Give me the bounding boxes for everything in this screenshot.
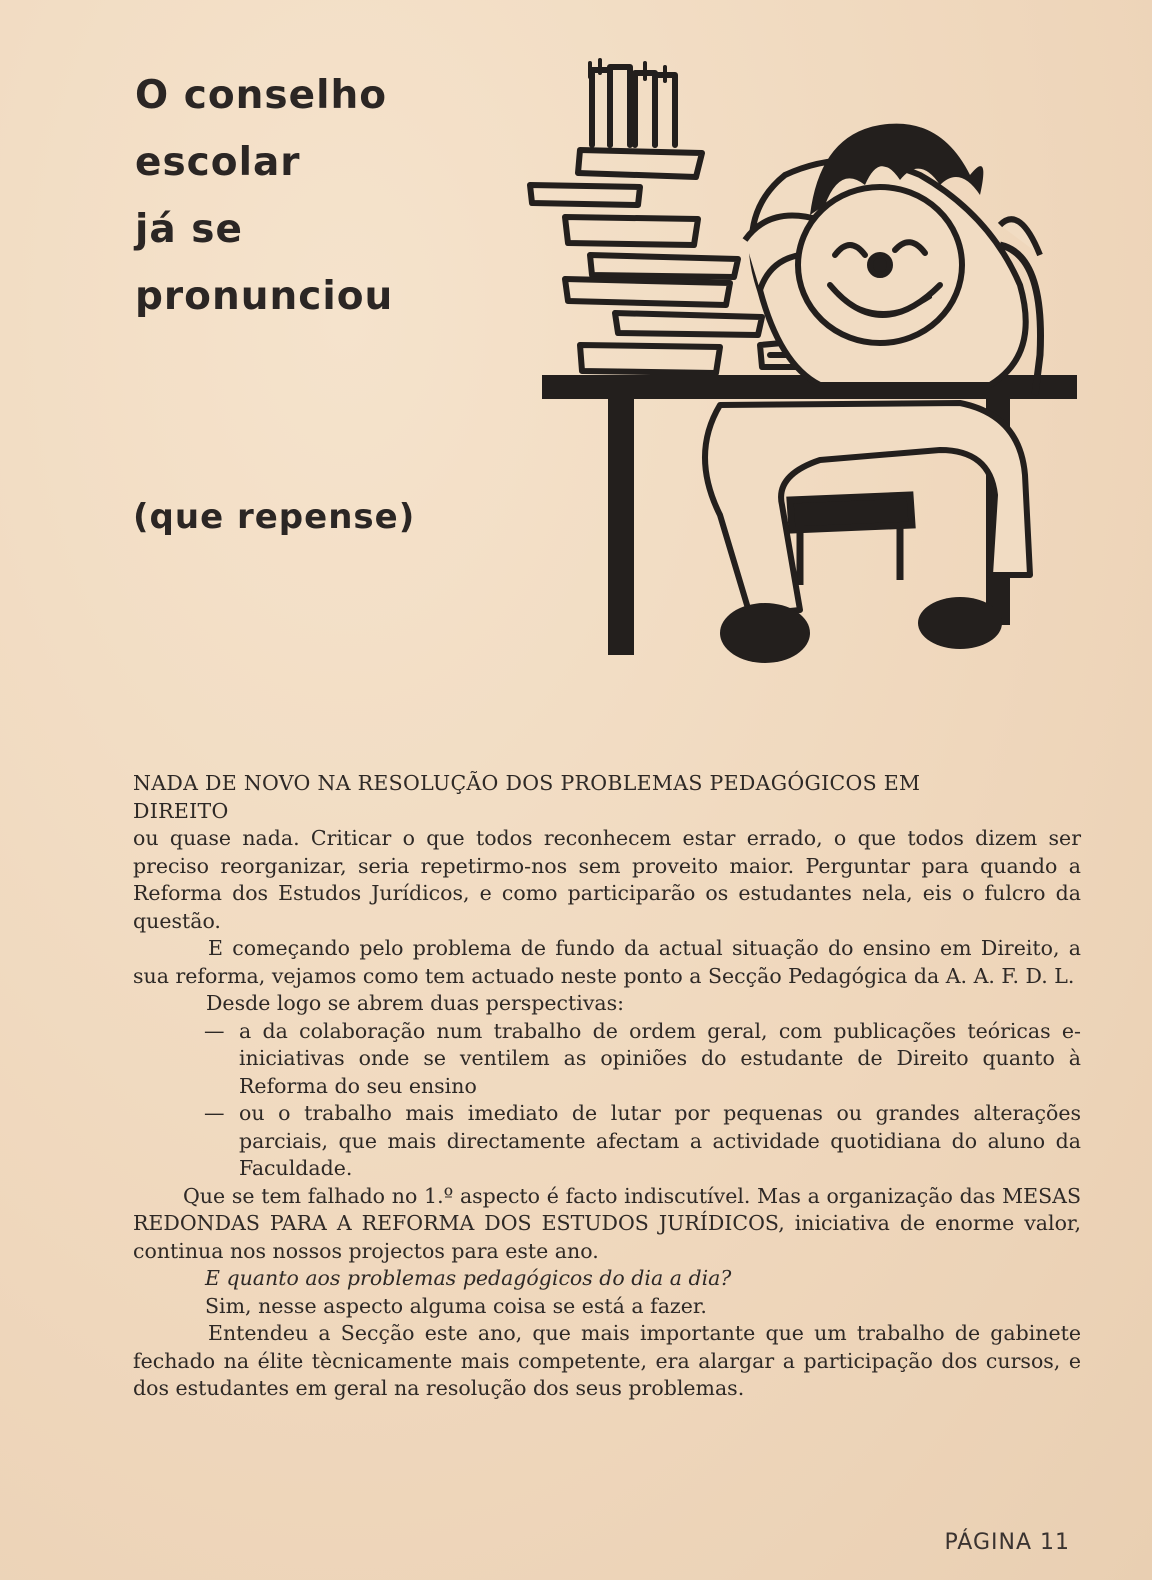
dash-mark: — bbox=[204, 1101, 225, 1125]
paragraph-1: ou quase nada. Criticar o que todos reconhecem estar errado, o que todos dizem ser preciso reorganizar, seria repetirmo-nos sem proveito maior. Perguntar para quando a Reforma dos Estudos Jurídicos, e como participarão os estudantes nela, eis o fulcro da questão. bbox=[133, 826, 1081, 933]
paragraph-4: Que se tem falhado no 1.º aspecto é facto indiscutível. Mas a organização das MESAS REDONDAS PARA A REFORMA DOS ESTUDOS JURÍDICOS, iniciativa de enorme valor, continua nos nossos projectos para este ano. bbox=[133, 1183, 1081, 1263]
headline-line-3: já se bbox=[135, 207, 243, 252]
dash-item-1 bbox=[133, 1018, 1081, 1101]
paragraph-5-question: E quanto aos problemas pedagógicos do dia a dia? bbox=[205, 1266, 732, 1290]
paragraph-3: Desde logo se abrem duas perspectivas: bbox=[206, 991, 625, 1015]
subheadline: (que repense) bbox=[133, 497, 416, 537]
headline-line-4: pronunciou bbox=[135, 274, 394, 319]
article-heading-line-2: DIREITO bbox=[133, 798, 229, 823]
student-buried-in-books-cartoon bbox=[520, 55, 1090, 685]
dash-item-2 bbox=[133, 1100, 1081, 1183]
dash-item-2-text: ou o trabalho mais imediato de lutar por pequenas ou grandes alterações parciais, que mais directamente afectam a actividade quotidiana do aluno da Faculdade. bbox=[239, 1101, 1081, 1180]
headline-line-1: O conselho bbox=[135, 73, 387, 118]
headline-line-2: escolar bbox=[135, 140, 301, 185]
headline bbox=[135, 62, 393, 330]
page-number: PÁGINA 11 bbox=[944, 1530, 1070, 1555]
article-heading-line-1: NADA DE NOVO NA RESOLUÇÃO DOS PROBLEMAS PEDAGÓGICOS EM bbox=[133, 771, 921, 795]
article-body bbox=[133, 770, 1081, 1403]
dash-mark: — bbox=[204, 1018, 225, 1043]
paragraph-6: Sim, nesse aspecto alguma coisa se está a fazer. bbox=[205, 1293, 707, 1318]
dash-item-1-text: a da colaboração num trabalho de ordem geral, com publicações teóricas e-iniciativas onde se ventilem as opiniões do estudante de Direito quanto à Reforma do seu ensino bbox=[239, 1018, 1081, 1098]
paragraph-7: Entendeu a Secção este ano, que mais importante que um trabalho de gabinete fechado na élite tècnicamente mais competente, era alargar a participação dos cursos, e dos estudantes em geral na resolução dos seus problemas. bbox=[133, 1321, 1081, 1400]
paragraph-2: E começando pelo problema de fundo da actual situação do ensino em Direito, a sua reforma, vejamos como tem actuado neste ponto a Secção Pedagógica da A. A. F. D. L. bbox=[133, 936, 1081, 988]
